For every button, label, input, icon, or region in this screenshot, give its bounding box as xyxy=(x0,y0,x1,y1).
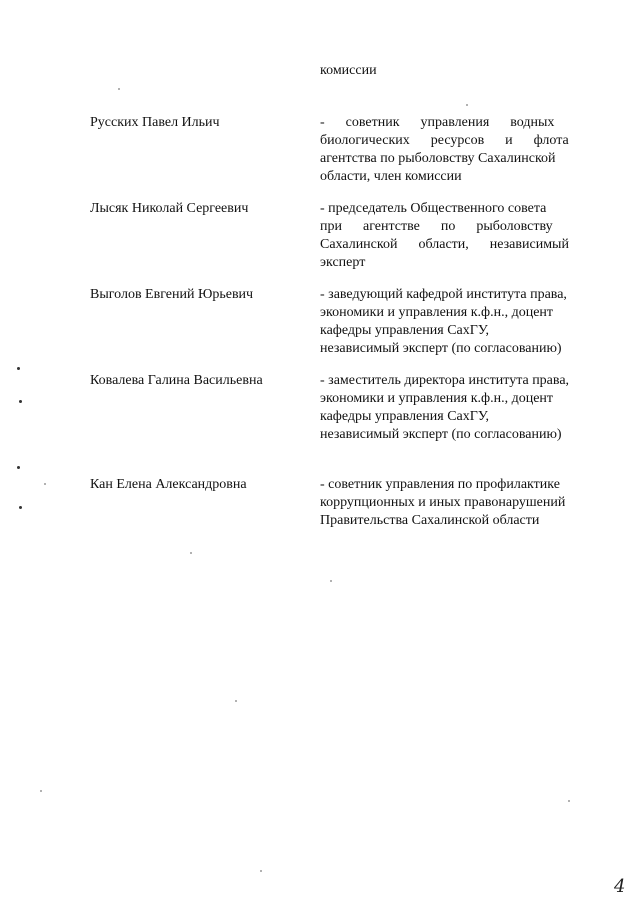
scan-speck xyxy=(118,88,120,90)
continuation-text: комиссии xyxy=(320,63,377,78)
member-name: Кан Елена Александровна xyxy=(90,477,247,492)
role-line: - советник управления по профилактике xyxy=(320,477,560,492)
role-line: эксперт xyxy=(320,255,366,270)
member-role xyxy=(320,286,592,358)
role-line: экономики и управления к.ф.н., доцент xyxy=(320,305,554,320)
scan-speck xyxy=(190,552,192,554)
role-line: области, член комиссии xyxy=(320,169,462,184)
member-role xyxy=(320,200,592,272)
scan-speck xyxy=(19,506,22,509)
role-line: кафедры управления СахГУ, xyxy=(320,409,489,424)
scan-speck xyxy=(330,580,332,582)
scan-speck xyxy=(466,104,468,106)
role-line: при агентстве по рыболовству xyxy=(320,219,553,234)
scan-speck xyxy=(19,400,22,403)
member-role xyxy=(320,372,592,444)
member-name: Русских Павел Ильич xyxy=(90,115,220,130)
role-line: Правительства Сахалинской области xyxy=(320,513,540,528)
scan-speck xyxy=(17,367,20,370)
role-line: агентства по рыболовству Сахалинской xyxy=(320,151,556,166)
role-line: - председатель Общественного совета xyxy=(320,201,547,216)
role-line: экономики и управления к.ф.н., доцент xyxy=(320,391,554,406)
member-name: Лысяк Николай Сергеевич xyxy=(90,201,249,216)
role-line: коррупционных и иных правонарушений xyxy=(320,495,566,510)
role-line: - заведующий кафедрой института права, xyxy=(320,287,567,302)
role-line: - советник управления водных xyxy=(320,115,555,130)
scan-speck xyxy=(235,700,237,702)
scan-speck xyxy=(17,466,20,469)
scan-speck xyxy=(568,800,570,802)
member-role xyxy=(320,114,592,186)
role-line: - заместитель директора института права, xyxy=(320,373,570,388)
scan-speck xyxy=(44,483,46,485)
scan-speck xyxy=(260,870,262,872)
scan-speck xyxy=(40,790,42,792)
role-line: биологических ресурсов и флота xyxy=(320,133,569,148)
role-line: независимый эксперт (по согласованию) xyxy=(320,427,562,442)
role-line: кафедры управления СахГУ, xyxy=(320,323,489,338)
member-name: Выголов Евгений Юрьевич xyxy=(90,287,254,302)
role-line: Сахалинской области, независимый xyxy=(320,237,569,252)
role-line: независимый эксперт (по согласованию) xyxy=(320,341,562,356)
member-name: Ковалева Галина Васильевна xyxy=(90,373,263,388)
member-role xyxy=(320,476,592,530)
page-number: 4 xyxy=(614,876,626,897)
